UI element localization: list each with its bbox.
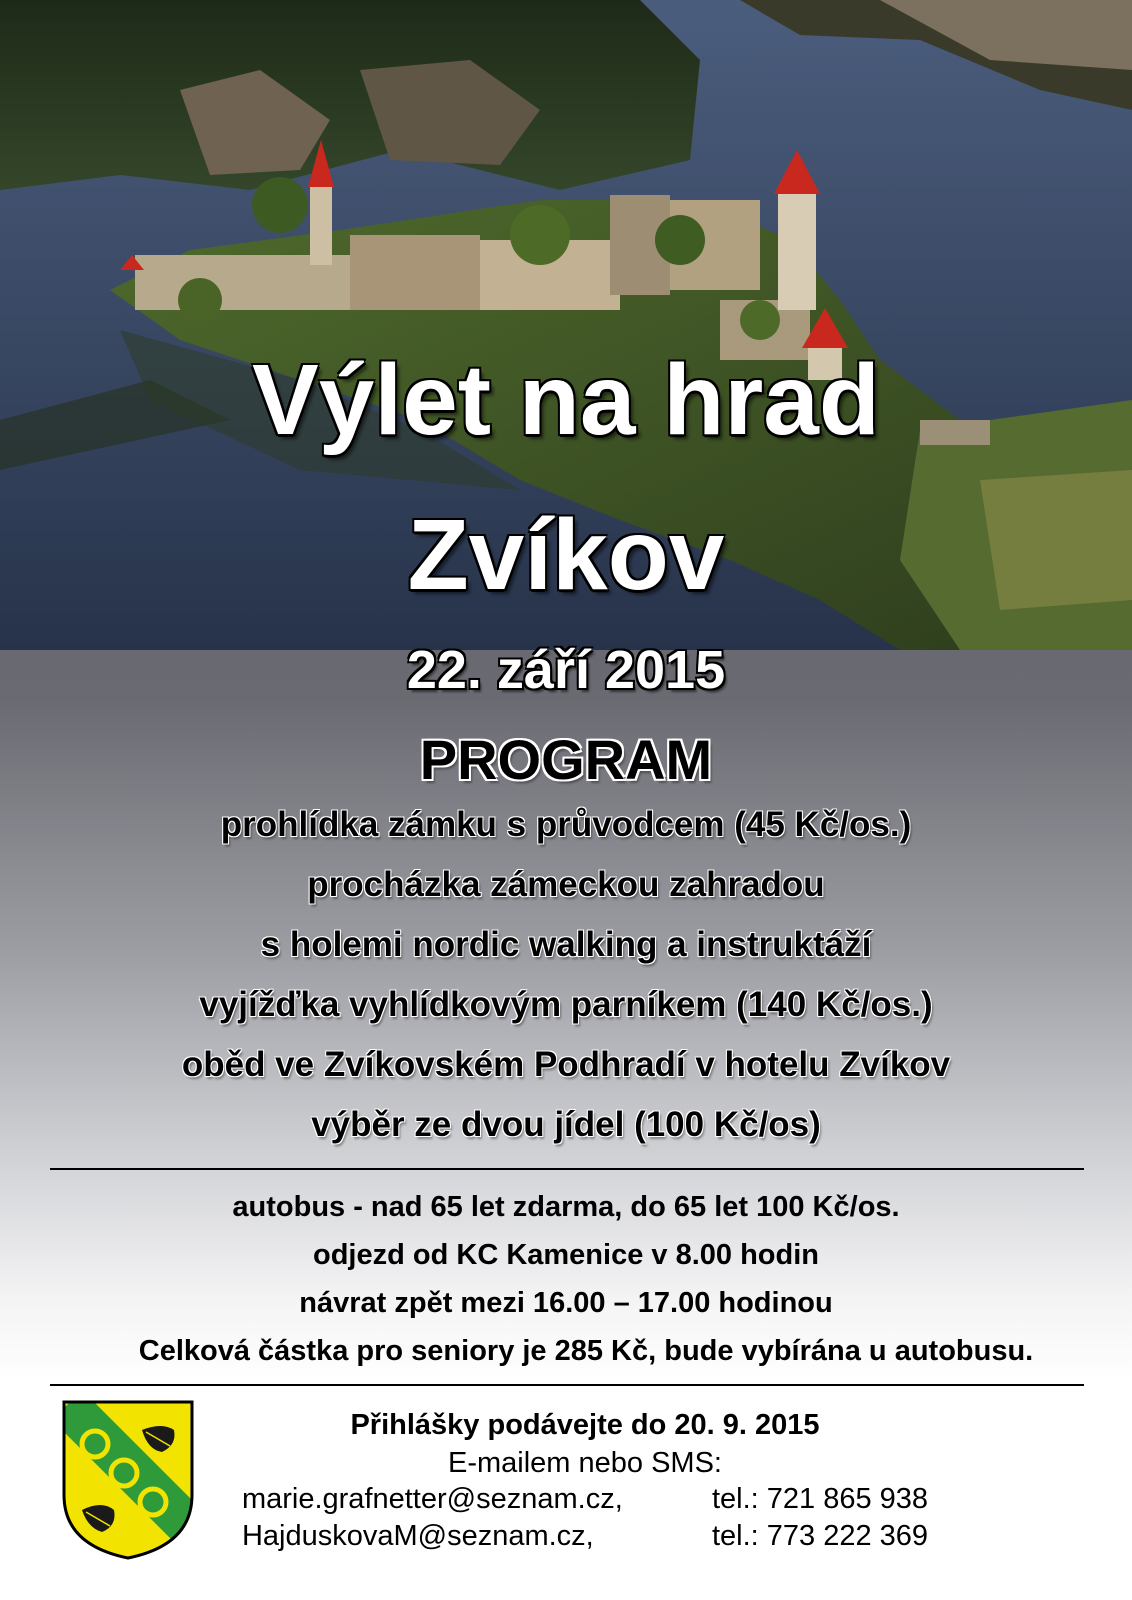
title-line-2: Zvíkov xyxy=(407,499,725,611)
program-item: prohlídka zámku s průvodcem (45 Kč/os.) xyxy=(220,805,912,844)
program-item: výběr ze dvou jídel (100 Kč/os) xyxy=(311,1105,821,1144)
program-item: vyjížďka vyhlídkovým parníkem (140 Kč/os.) xyxy=(199,985,933,1024)
signup-info xyxy=(205,1405,965,1555)
program-heading: PROGRAM xyxy=(419,728,713,791)
divider xyxy=(50,1168,1084,1170)
contact-phone[interactable]: tel.: 773 222 369 xyxy=(711,1520,929,1552)
event-date: 22. září 2015 xyxy=(406,640,726,700)
transport-line: autobus - nad 65 let zdarma, do 65 let 100 Kč/os. xyxy=(232,1191,900,1223)
contact-email[interactable]: marie.grafnetter@seznam.cz, xyxy=(241,1483,623,1515)
signup-deadline: Přihlášky podávejte do 20. 9. 2015 xyxy=(350,1409,820,1441)
divider xyxy=(50,1384,1084,1386)
contact-row xyxy=(205,1518,965,1555)
contact-row xyxy=(205,1481,965,1518)
title-line-1: Výlet na hrad xyxy=(252,344,880,456)
contact-phone[interactable]: tel.: 721 865 938 xyxy=(711,1483,929,1515)
transport-info xyxy=(0,1183,1132,1375)
transport-line: odjezd od KC Kamenice v 8.00 hodin xyxy=(313,1239,819,1271)
transport-line: návrat zpět mezi 16.00 – 17.00 hodinou xyxy=(299,1287,833,1319)
program-item: procházka zámeckou zahradou xyxy=(307,865,825,904)
contact-email[interactable]: HajduskovaM@seznam.cz, xyxy=(241,1520,594,1552)
transport-line: Celková částka pro seniory je 285 Kč, bude vybírána u autobusu. xyxy=(138,1335,1034,1367)
program-item: s holemi nordic walking a instruktáží xyxy=(260,925,872,964)
program-list xyxy=(0,795,1132,1155)
municipal-coat-of-arms-icon xyxy=(62,1400,194,1560)
signup-method: E-mailem nebo SMS: xyxy=(448,1447,722,1479)
program-item: oběd ve Zvíkovském Podhradí v hotelu Zvíkov xyxy=(181,1045,951,1084)
